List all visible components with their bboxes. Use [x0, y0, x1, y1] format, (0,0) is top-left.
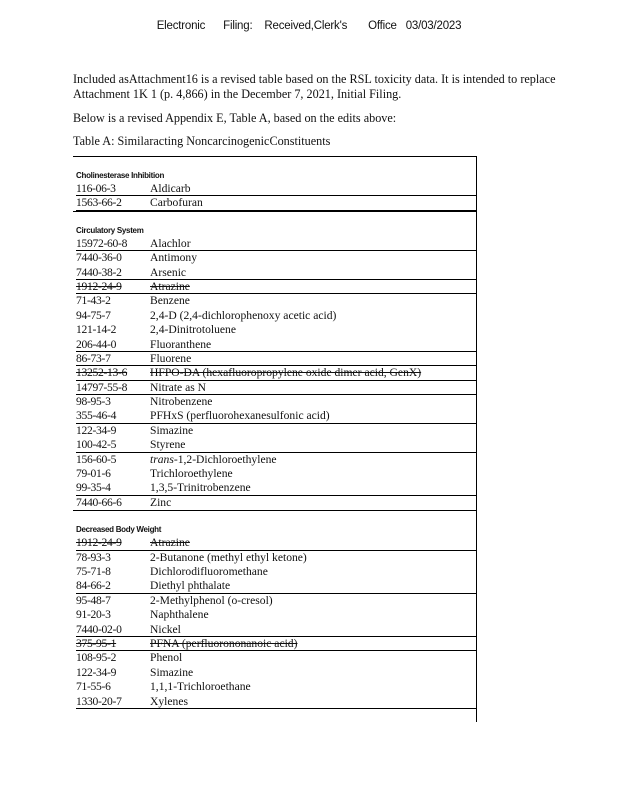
constituent-name: Xylenes — [150, 694, 188, 708]
table-row — [73, 266, 476, 280]
cas-number: 1912-24-9 — [76, 279, 122, 293]
table-row — [73, 323, 476, 337]
constituent-name: Alachlor — [150, 236, 191, 250]
constituent-name: Zinc — [150, 495, 172, 509]
cas-number: 108-95-2 — [76, 651, 117, 665]
constituent-name: Fluoranthene — [150, 337, 212, 351]
cas-number: 91-20-3 — [76, 608, 111, 622]
constituent-name: HFPO-DA (hexafluoropropylene oxide dimer acid, GenX) — [150, 366, 422, 380]
cas-number: 15972-60-8 — [76, 236, 128, 250]
cas-number: 14797-55-8 — [76, 380, 128, 394]
table-row — [73, 695, 476, 709]
cas-number: 375-95-1 — [76, 636, 117, 650]
section-spacer — [73, 157, 476, 170]
cas-number: 78-93-3 — [76, 550, 111, 564]
constituent-name: Nickel — [150, 622, 181, 636]
table-row — [73, 438, 476, 452]
cas-number: 86-73-7 — [76, 351, 111, 365]
table-row — [73, 651, 476, 665]
table-row — [73, 409, 476, 423]
table-row — [73, 366, 476, 380]
constituent-name: 1,3,5-Trinitrobenzene — [150, 481, 251, 495]
constituent-name: Nitrate as N — [150, 380, 207, 394]
cas-number: 122-34-9 — [76, 423, 117, 437]
table-row — [73, 395, 476, 409]
constituent-name: 2-Methylphenol (o-cresol) — [150, 593, 273, 607]
cas-number: 71-43-2 — [76, 294, 111, 308]
cas-number: 1563-66-2 — [76, 196, 122, 210]
cas-number: 100-42-5 — [76, 438, 117, 452]
section-spacer — [73, 211, 476, 225]
cas-number: 7440-02-0 — [76, 622, 122, 636]
cas-number: 99-35-4 — [76, 481, 111, 495]
constituent-name: Styrene — [150, 438, 186, 452]
cas-number: 94-75-7 — [76, 308, 111, 322]
constituent-name: Fluorene — [150, 351, 192, 365]
constituent-name: Aldicarb — [150, 182, 191, 195]
cas-number: 95-48-7 — [76, 593, 111, 607]
cas-number: 1912-24-9 — [76, 536, 122, 550]
constituent-name: Simazine — [150, 423, 194, 437]
table-row — [73, 666, 476, 680]
constituent-name: Diethyl phthalate — [150, 579, 231, 593]
table-row — [73, 594, 476, 608]
constituent-name: Simazine — [150, 665, 194, 679]
filing-header: Electronic Filing: Received,Clerk's Office 03/03/2023 — [156, 20, 462, 32]
cas-number: 71-55-6 — [76, 680, 111, 694]
cas-number: 84-66-2 — [76, 579, 111, 593]
table-row — [73, 309, 476, 323]
table-row — [73, 680, 476, 694]
constituent-name: PFHxS (perfluorohexanesulfonic acid) — [150, 409, 330, 423]
constituent-name: Benzene — [150, 294, 190, 308]
constituent-name: Carbofuran — [150, 196, 203, 210]
table-caption: Table A: Similaracting NoncarcinogenicConstituents — [73, 134, 331, 148]
constituent-name: 1,1,1-Trichloroethane — [150, 680, 251, 694]
table-row — [73, 352, 476, 366]
constituent-name: PFNA (perfluorononanoic acid) — [150, 636, 298, 650]
section-title: Circulatory System — [76, 225, 144, 235]
table-row — [73, 467, 476, 481]
constituent-name: 2-Butanone (methyl ethyl ketone) — [150, 550, 307, 564]
table-row — [73, 453, 476, 467]
table-row — [73, 381, 476, 395]
table-row — [73, 196, 476, 210]
cas-number: 13252-13-6 — [76, 366, 128, 380]
constituent-name: Trichloroethylene — [150, 467, 233, 481]
cas-number: 79-01-6 — [76, 467, 111, 481]
constituent-name: Arsenic — [150, 265, 187, 279]
constituent-name: Atrazine — [150, 536, 190, 550]
constituent-name: Antimony — [150, 251, 198, 265]
constituent-name: 2,4-D (2,4-dichlorophenoxy acetic acid) — [150, 308, 337, 322]
table-row — [73, 294, 476, 308]
table-row — [73, 481, 476, 495]
table-row — [73, 637, 476, 651]
constituent-name: Dichlorodifluoromethane — [150, 564, 268, 578]
table-row — [73, 579, 476, 593]
section-spacer — [73, 510, 476, 524]
cas-number: 355-46-4 — [76, 409, 117, 423]
table-row — [73, 536, 476, 550]
cas-number: 206-44-0 — [76, 337, 117, 351]
table-row — [73, 551, 476, 565]
section-title: Cholinesterase Inhibition — [76, 171, 165, 180]
constituents-table — [73, 156, 477, 722]
constituent-name: Atrazine — [150, 279, 190, 293]
table-row — [73, 424, 476, 438]
intro-paragraph: Included asAttachment16 is a revised table based on the RSL toxicity data. It is intended to replace Attachment 1K 1 (p. 4,866) in the December 7, 2021, Initial Filing. — [73, 72, 556, 101]
cas-number: 156-60-5 — [76, 452, 117, 466]
constituent-name: trans-1,2-Dichloroethylene — [150, 452, 277, 466]
table-row — [73, 623, 476, 637]
section-title: Decreased Body Weight — [76, 525, 162, 535]
cas-number: 7440-36-0 — [76, 251, 122, 265]
constituent-name: Naphthalene — [150, 608, 209, 622]
table-section — [73, 524, 476, 536]
table-row — [73, 237, 476, 251]
table-row — [73, 338, 476, 352]
cas-number: 121-14-2 — [76, 323, 117, 337]
cas-number: 7440-66-6 — [76, 495, 122, 509]
constituent-name: Nitrobenzene — [150, 395, 213, 409]
constituent-name: 2,4-Dinitrotoluene — [150, 323, 236, 337]
cas-number: 1330-20-7 — [76, 694, 122, 708]
table-row — [73, 608, 476, 622]
cas-number: 116-06-3 — [76, 182, 116, 195]
table-row — [73, 496, 476, 510]
cas-number: 98-95-3 — [76, 395, 111, 409]
table-section — [73, 170, 476, 182]
constituent-name: Phenol — [150, 651, 183, 665]
table-section — [73, 225, 476, 237]
cas-number: 122-34-9 — [76, 665, 117, 679]
appendix-note: Below is a revised Appendix E, Table A, based on the edits above: — [73, 111, 397, 125]
table-row — [73, 565, 476, 579]
table-row — [73, 280, 476, 294]
table-row — [73, 182, 476, 196]
table-row — [73, 251, 476, 265]
cas-number: 75-71-8 — [76, 564, 111, 578]
cas-number: 7440-38-2 — [76, 265, 122, 279]
